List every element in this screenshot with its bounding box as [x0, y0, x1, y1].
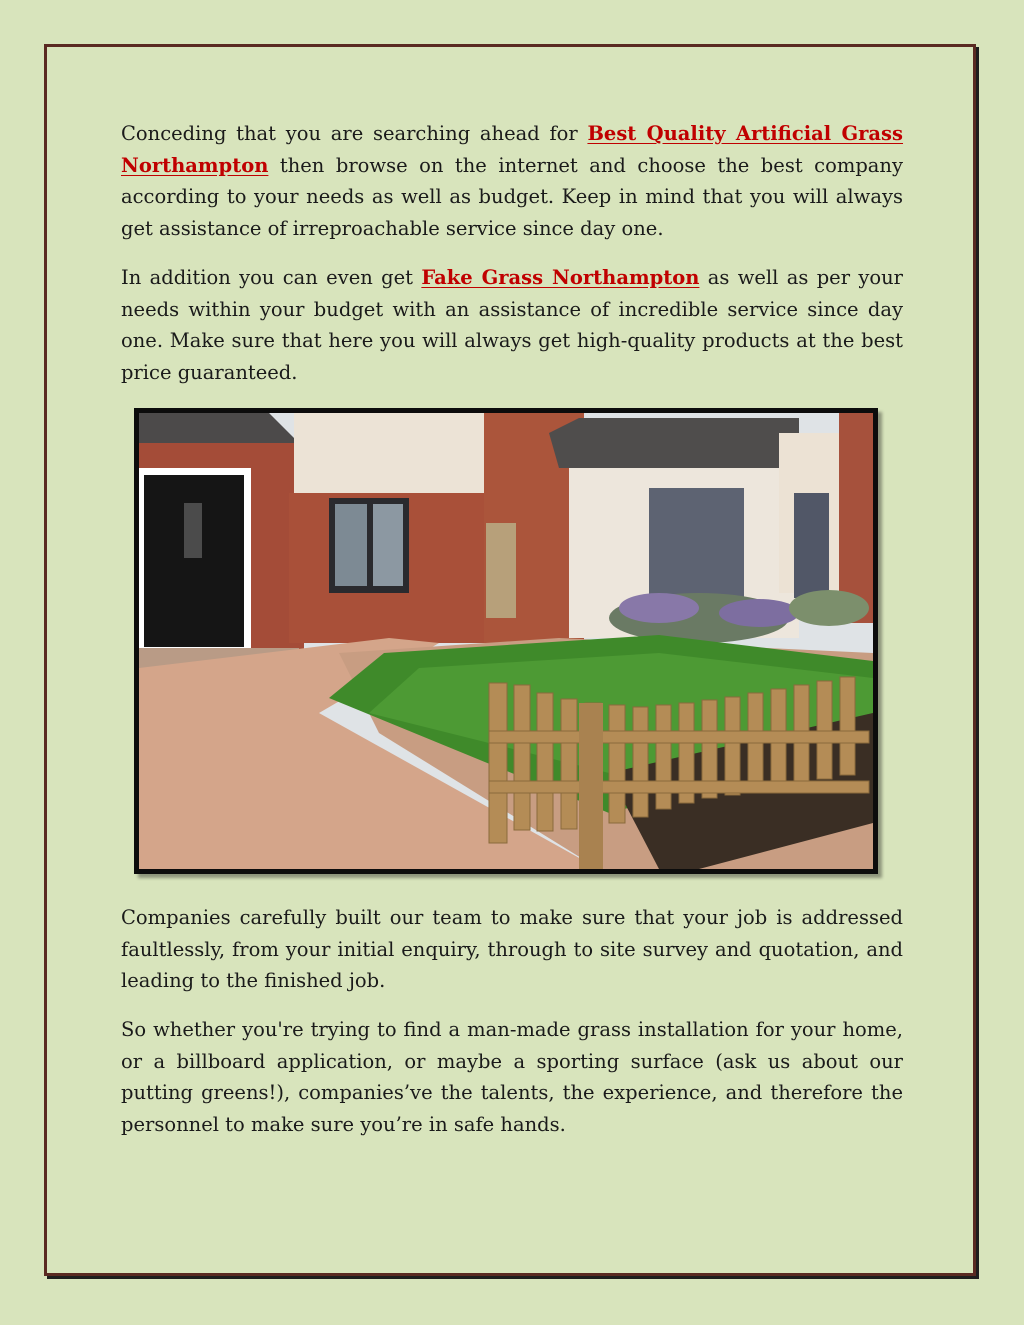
best-quality-artificial-grass-link[interactable]: Best Quality Artificial Grass Northampton	[121, 122, 904, 177]
paragraph-installation	[121, 1014, 903, 1141]
paragraph-fake-grass	[121, 262, 903, 389]
paragraph-text: as well as per your needs within your budget with an assistance of incredible service since day one. Make sure that here you will always get high-quality products at the best price guaranteed.	[121, 266, 903, 385]
garden-photo	[134, 408, 878, 874]
paragraph-text: then browse on the internet and choose the best company according to your needs as well as budget. Keep in mind that you will always get assistance of irreproachable service since day one.	[121, 153, 903, 241]
paragraph-text: Conceding that you are searching ahead for	[121, 122, 588, 145]
paragraph-team	[121, 902, 903, 997]
paragraph-intro	[121, 118, 903, 245]
paragraph-text: Companies carefully built our team to make sure that your job is addressed faultlessly, from your initial enquiry, through to site survey and quotation, and leading to the finished job.	[121, 906, 903, 993]
artificial-grass-garden-photo-icon	[139, 413, 873, 869]
paragraph-text: In addition you can even get	[121, 266, 422, 289]
paragraph-text: So whether you're trying to find a man-made grass installation for your home, or a billboard application, or maybe a sporting surface (ask us about our putting greens!), companies’ve the talents, the experience, and therefore the personnel to make sure you’re in safe hands.	[121, 1018, 903, 1137]
fake-grass-northampton-link[interactable]: Fake Grass Northampton	[421, 266, 700, 289]
